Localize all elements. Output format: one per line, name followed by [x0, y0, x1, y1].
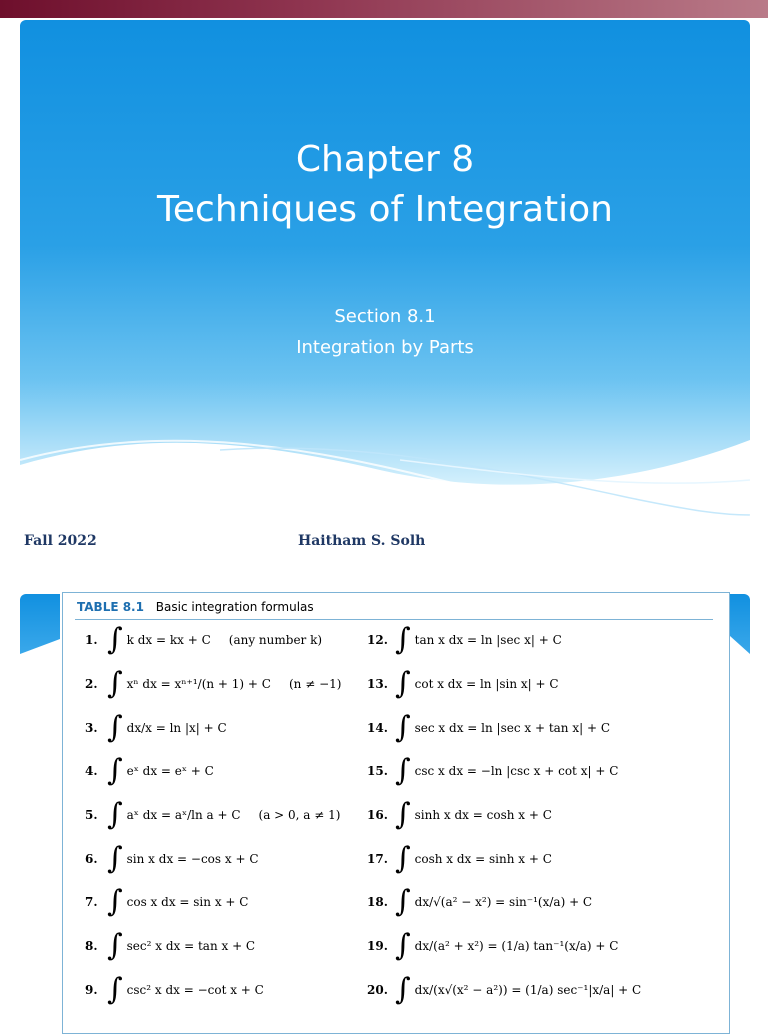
formula-number: 7. [85, 895, 98, 909]
formula-expression: k dx = kx + C [126, 633, 211, 647]
formula-number: 8. [85, 939, 98, 953]
formula-number: 9. [85, 983, 98, 997]
formula-expression: eˣ dx = eˣ + C [126, 764, 214, 778]
formula-expression: cosh x dx = sinh x + C [414, 852, 552, 866]
formula-note: (n ≠ −1) [288, 677, 342, 691]
caption-rule [75, 619, 713, 620]
formula-expression: cos x dx = sin x + C [126, 895, 249, 909]
formula-table [62, 592, 730, 1034]
formula-expression: dx/√(a² − x²) = sin⁻¹(x/a) + C [414, 895, 593, 909]
integral-sign-icon: ∫ [107, 797, 123, 832]
formula-number: 18. [367, 895, 388, 909]
formula-row [85, 972, 264, 1007]
integral-sign-icon: ∫ [395, 666, 411, 701]
formula-row [367, 884, 593, 919]
formula-number: 1. [85, 633, 98, 647]
formula-note: (a > 0, a ≠ 1) [258, 808, 341, 822]
formula-note: (any number k) [228, 633, 323, 647]
top-accent-bar [0, 0, 768, 18]
integral-sign-icon: ∫ [107, 710, 123, 745]
wave-decoration [20, 20, 750, 520]
formula-expression: csc x dx = −ln |csc x + cot x| + C [414, 764, 619, 778]
formula-expression: sin x dx = −cos x + C [126, 852, 259, 866]
author-label: Haitham S. Solh [298, 533, 426, 549]
formula-expression: cot x dx = ln |sin x| + C [414, 677, 559, 691]
integral-sign-icon: ∫ [395, 928, 411, 963]
table-caption-text: Basic integration formulas [155, 600, 314, 614]
formula-expression: dx/(a² + x²) = (1/a) tan⁻¹(x/a) + C [414, 939, 619, 953]
formula-row [367, 622, 562, 657]
next-slide-edge-right [730, 594, 750, 654]
section-heading: Section 8.1 [334, 306, 436, 327]
formula-row [367, 841, 552, 876]
formula-expression: xⁿ dx = xⁿ⁺¹/(n + 1) + C [126, 677, 271, 691]
formula-row [85, 710, 227, 745]
formula-row [367, 972, 642, 1007]
formula-row [85, 622, 323, 657]
formula-row [85, 884, 249, 919]
formula-number: 19. [367, 939, 388, 953]
chapter-title: Techniques of Integration [157, 189, 613, 230]
formula-number: 14. [367, 721, 388, 735]
formula-row [85, 797, 341, 832]
integral-sign-icon: ∫ [395, 710, 411, 745]
formula-expression: dx/(x√(x² − a²)) = (1/a) sec⁻¹|x/a| + C [414, 983, 642, 997]
integral-sign-icon: ∫ [107, 884, 123, 919]
formula-row [367, 928, 619, 963]
formula-expression: aˣ dx = aˣ/ln a + C [126, 808, 241, 822]
formula-number: 16. [367, 808, 388, 822]
formula-expression: sec² x dx = tan x + C [126, 939, 256, 953]
chapter-heading: Chapter 8 [295, 139, 475, 180]
formula-number: 4. [85, 764, 98, 778]
formula-expression: tan x dx = ln |sec x| + C [414, 633, 562, 647]
table-label: TABLE 8.1 [77, 600, 144, 614]
formula-number: 2. [85, 677, 98, 691]
formula-row [85, 753, 214, 788]
formula-number: 15. [367, 764, 388, 778]
formula-row [367, 797, 552, 832]
formula-expression: sec x dx = ln |sec x + tan x| + C [414, 721, 611, 735]
formula-row [367, 666, 559, 701]
integral-sign-icon: ∫ [395, 884, 411, 919]
formula-number: 6. [85, 852, 98, 866]
integral-sign-icon: ∫ [395, 972, 411, 1007]
formula-number: 20. [367, 983, 388, 997]
formula-number: 17. [367, 852, 388, 866]
integral-sign-icon: ∫ [395, 622, 411, 657]
formula-number: 3. [85, 721, 98, 735]
integral-sign-icon: ∫ [107, 622, 123, 657]
formula-expression: sinh x dx = cosh x + C [414, 808, 552, 822]
formula-row [85, 841, 259, 876]
formula-row [367, 753, 619, 788]
formula-number: 13. [367, 677, 388, 691]
integral-sign-icon: ∫ [395, 841, 411, 876]
formula-row [85, 666, 342, 701]
integral-sign-icon: ∫ [107, 928, 123, 963]
table-caption [77, 600, 314, 614]
title-slide [20, 20, 750, 520]
integral-sign-icon: ∫ [107, 666, 123, 701]
next-slide-edge-left [20, 594, 60, 654]
section-title: Integration by Parts [296, 337, 474, 358]
integral-sign-icon: ∫ [107, 841, 123, 876]
integral-sign-icon: ∫ [107, 972, 123, 1007]
formula-row [367, 710, 611, 745]
formula-expression: csc² x dx = −cot x + C [126, 983, 264, 997]
formula-row [85, 928, 256, 963]
formula-number: 12. [367, 633, 388, 647]
formula-number: 5. [85, 808, 98, 822]
integral-sign-icon: ∫ [395, 753, 411, 788]
integral-sign-icon: ∫ [395, 797, 411, 832]
term-label: Fall 2022 [24, 533, 97, 549]
integral-sign-icon: ∫ [107, 753, 123, 788]
formula-expression: dx/x = ln |x| + C [126, 721, 227, 735]
